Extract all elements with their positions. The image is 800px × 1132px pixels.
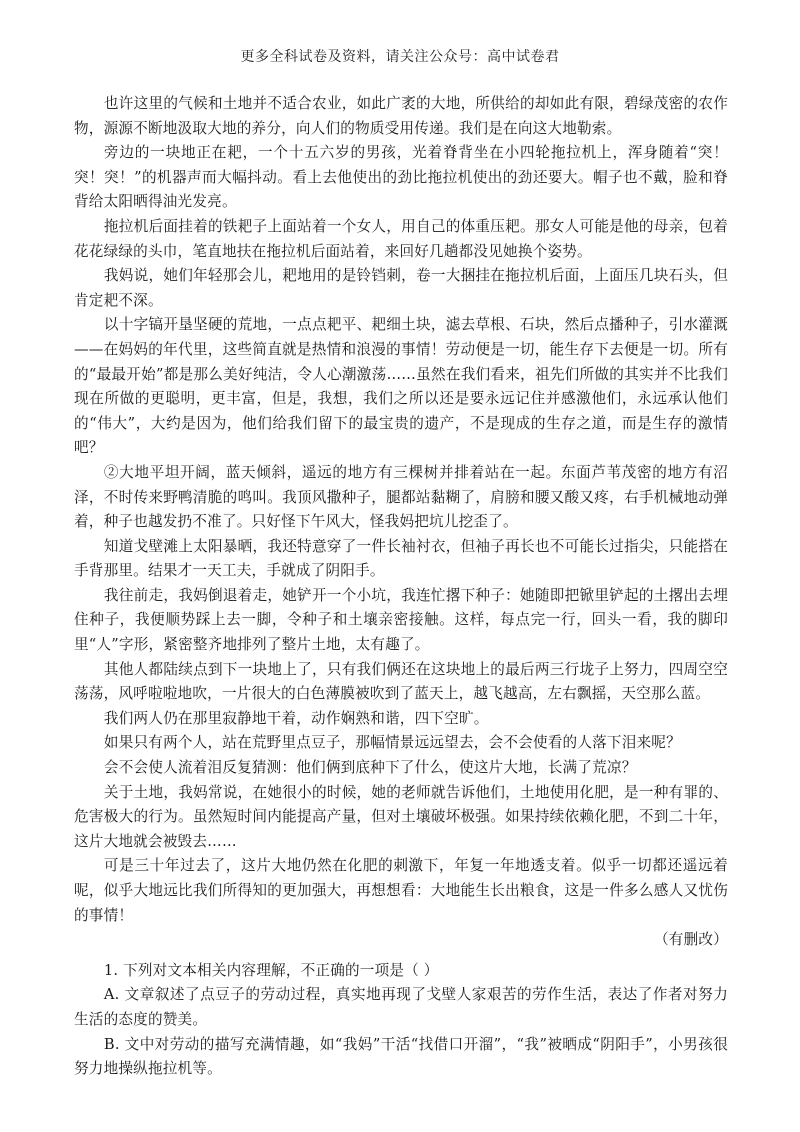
- question-option-a: A. 文章叙述了点豆子的劳动过程，真实地再现了戈壁人家艰苦的劳作生活，表达了作者对努力生活的态度的赞美。: [74, 986, 728, 1028]
- article-paragraph: 旁边的一块地正在耙，一个十五六岁的男孩，光着脊背坐在小四轮拖拉机上，浑身随着“突！突！突！”的机器声而大幅抖动。看上去他使出的劲比拖拉机使出的劲还要大。帽子也不戴，脸和脊背给太阳晒得油光发亮。: [74, 144, 728, 211]
- article-paragraph: ②大地平坦开阔，蓝天倾斜，遥远的地方有三棵树并排着站在一起。东面芦苇茂密的地方有沼泽，不时传来野鸭清脆的鸣叫。我顶风撒种子，腿都站黏糊了，肩膀和腰又酸又疼，右手机械地动弹着，种子也越发扔不准了。只好怪下午风大，怪我妈把坑儿挖歪了。: [74, 463, 728, 531]
- page-header: 更多全科试卷及资料，请关注公众号：高中试卷君: [240, 49, 560, 65]
- article-paragraph: 以十字镐开垦坚硬的荒地，一点点耙平、耙细土块，滤去草根、石块，然后点播种子，引水灌溉——在妈妈的年代里，这些简直就是热情和浪漫的事情！劳动便是一切，能生存下去便是一切。所有的“最最开始”都是那么美好纯洁，令人心潮激荡……虽然在我们看来，祖先们所做的其实并不比我们现在所做的更聪明，更丰富，但是，我想，我们之所以还是要永远记住并感激他们，永远承认他们的“伟大”，大约是因为，他们给我们留下的最宝贵的遗产，不是现成的生存之道，而是生存的激情吧？: [74, 316, 728, 457]
- article-paragraph: 知道戈壁滩上太阳暴晒，我还特意穿了一件长袖衬衣，但袖子再长也不可能长过指尖，只能搭在手背那里。结果才一天工夫，手就成了阴阳手。: [74, 537, 728, 580]
- article-paragraph: 我们两人仍在那里寂静地干着，动作娴熟和谐，四下空旷。: [103, 709, 489, 727]
- article-paragraph: 关于土地，我妈常说，在她很小的时候，她的老师就告诉他们，土地使用化肥，是一种有罪的、危害极大的行为。虽然短时间内能提高产量，但对土壤破坏极强。如果持续依赖化肥，不到二十年，这片大地就会被毁去……: [74, 783, 728, 850]
- article-paragraph: 其他人都陆续点到下一块地上了，只有我们俩还在这块地上的最后两三行垅子上努力，四周空空荡荡，风呼啦啦地吹，一片很大的白色薄膜被吹到了蓝天上，越飞越高，左右飘摇，天空那么蓝。: [74, 660, 728, 703]
- article-paragraph: 拖拉机后面挂着的铁耙子上面站着一个女人，用自己的体重压耙。那女人可能是他的母亲，包着花花绿绿的头巾，笔直地扶在拖拉机后面站着，来回好几趟都没见她换个姿势。: [74, 217, 728, 260]
- article-paragraph: 我往前走，我妈倒退着走，她铲开一个小坑，我连忙撂下种子：她随即把锨里铲起的土撂出去埋住种子，我便顺势踩上去一脚，令种子和土壤亲密接触。这样，每点完一行，回头一看，我的脚印里“人”字形，紧密整齐地排列了整片土地，太有趣了。: [74, 586, 728, 654]
- article-body: [74, 92, 728, 1082]
- article-paragraph: 可是三十年过去了，这片大地仍然在化肥的刺激下，年复一年地透支着。似乎一切都还遥远着呢，似乎大地远比我们所得知的更加强大，再想想看：大地能生长出粮食，这是一件多么感人又忧伤的事情！: [74, 857, 728, 924]
- question-option-b: B. 文中对劳动的描写充满情趣，如“我妈”干活“找借口开溜”，“我”被晒成“阴阳手”，小男孩很努力地操纵拖拉机等。: [74, 1035, 728, 1078]
- article-source-note: （有删改）: [654, 931, 728, 949]
- article-paragraph: 会不会使人流着泪反复猜测：他们俩到底种下了什么，使这片大地，长满了荒凉？: [103, 759, 637, 777]
- question-stem: 1. 下列对文本相关内容理解，不正确的一项是（ ）: [103, 961, 439, 979]
- article-paragraph: 如果只有两个人，站在荒野里点豆子，那幅情景远远望去，会不会使看的人落下泪来呢？: [103, 734, 681, 752]
- article-paragraph: 我妈说，她们年轻那会儿，耙地用的是铃铛刺，卷一大捆挂在拖拉机后面，上面压几块石头，但肯定耙不深。: [74, 267, 728, 309]
- article-paragraph: 也许这里的气候和土地并不适合农业，如此广袤的大地，所供给的却如此有限，碧绿茂密的农作物，源源不断地汲取大地的养分，向人们的物质受用传递。我们是在向这大地勒索。: [74, 95, 728, 137]
